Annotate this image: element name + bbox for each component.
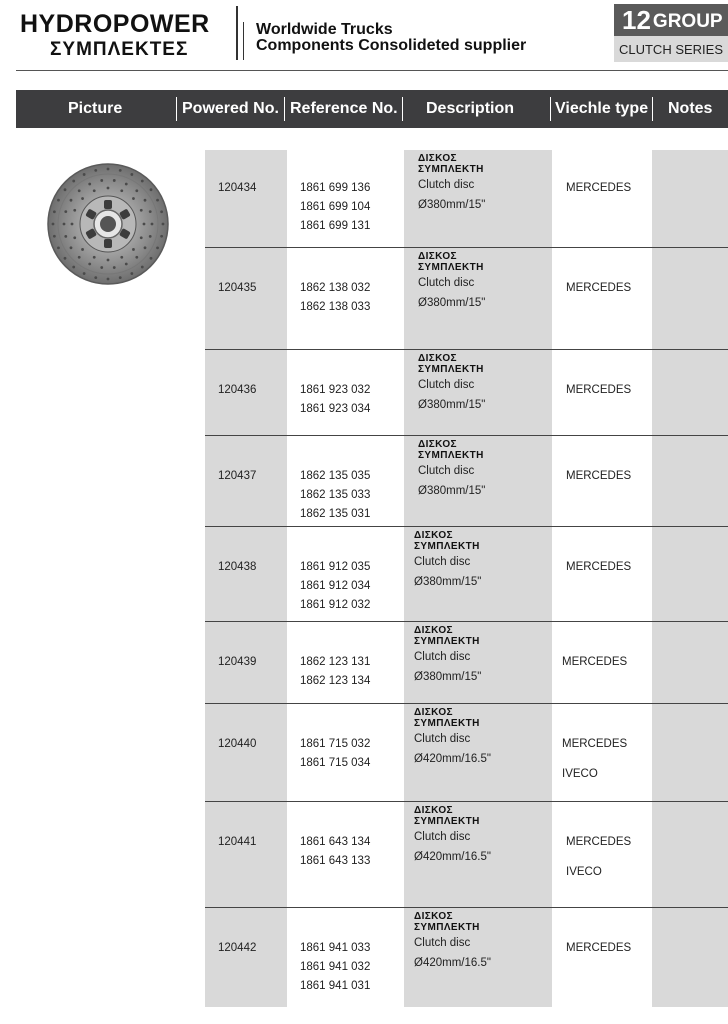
description-greek-1: ΔΙΣΚΟΣ [414, 625, 453, 636]
description-size: Ø380mm/15" [418, 297, 486, 309]
reference-number: 1861 912 032 [300, 599, 371, 611]
description-greek-2: ΣΥΜΠΛΕΚΤΗ [418, 450, 484, 461]
group-word: GROUP [652, 11, 723, 32]
description-english: Clutch disc [414, 556, 471, 568]
tagline-line2: Components Consolideted supplier [256, 37, 527, 54]
description-greek-1: ΔΙΣΚΟΣ [414, 530, 453, 541]
description-english: Clutch disc [418, 379, 475, 391]
reference-number: 1862 138 033 [300, 301, 371, 313]
vehicle-type: MERCEDES [562, 738, 628, 750]
vehicle-type: MERCEDES [566, 561, 632, 573]
powered-number: 120442 [218, 942, 257, 954]
reference-number: 1862 138 032 [300, 282, 371, 294]
powered-number: 120436 [218, 384, 257, 396]
description-greek-2: ΣΥΜΠΛΕΚΤΗ [418, 364, 484, 375]
reference-number: 1861 923 034 [300, 403, 371, 415]
powered-number: 120434 [218, 182, 257, 194]
reference-number: 1862 123 131 [300, 656, 371, 668]
brand-logo [20, 12, 210, 59]
row-divider [205, 435, 728, 436]
reference-number: 1861 941 033 [300, 942, 371, 954]
powered-number: 120441 [218, 836, 257, 848]
description-size: Ø380mm/15" [414, 671, 482, 683]
description-greek-1: ΔΙΣΚΟΣ [418, 439, 457, 450]
col-description-header: Description [426, 100, 515, 117]
reference-number: 1861 941 031 [300, 980, 371, 992]
description-greek-1: ΔΙΣΚΟΣ [418, 251, 457, 262]
table-header [16, 90, 728, 128]
description-english: Clutch disc [418, 277, 475, 289]
vehicle-type: MERCEDES [566, 282, 632, 294]
row-divider [205, 801, 728, 802]
description-english: Clutch disc [414, 937, 471, 949]
vehicle-type: IVECO [566, 866, 602, 878]
col-picture-header: Picture [68, 100, 123, 117]
notes-column-bg [652, 150, 728, 1007]
reference-number: 1861 941 032 [300, 961, 371, 973]
brand-subtitle: ΣΥΜΠΛΕΚΤΕΣ [50, 39, 189, 60]
description-size: Ø420mm/16.5" [414, 753, 491, 765]
description-greek-1: ΔΙΣΚΟΣ [414, 911, 453, 922]
reference-number: 1861 643 133 [300, 855, 371, 867]
description-size: Ø380mm/15" [414, 576, 482, 588]
description-size: Ø380mm/15" [418, 485, 486, 497]
description-greek-1: ΔΙΣΚΟΣ [414, 707, 453, 718]
vehicle-type: MERCEDES [566, 942, 632, 954]
description-greek-2: ΣΥΜΠΛΕΚΤΗ [418, 262, 484, 273]
clutch-disc-image [46, 162, 170, 286]
description-greek-2: ΣΥΜΠΛΕΚΤΗ [414, 816, 480, 827]
description-size: Ø420mm/16.5" [414, 851, 491, 863]
row-divider [205, 247, 728, 248]
group-number: 12 [622, 4, 651, 35]
header-rule [16, 70, 728, 71]
description-size: Ø420mm/16.5" [414, 957, 491, 969]
vehicle-type: IVECO [562, 768, 598, 780]
header-divider-thin [243, 22, 244, 60]
reference-number: 1861 699 104 [300, 201, 371, 213]
description-greek-1: ΔΙΣΚΟΣ [414, 805, 453, 816]
description-greek-1: ΔΙΣΚΟΣ [418, 153, 457, 164]
group-badge [614, 4, 728, 64]
description-greek-2: ΣΥΜΠΛΕΚΤΗ [414, 922, 480, 933]
reference-number: 1861 643 134 [300, 836, 371, 848]
description-english: Clutch disc [414, 651, 471, 663]
powered-number: 120437 [218, 470, 257, 482]
reference-number: 1861 923 032 [300, 384, 371, 396]
description-english: Clutch disc [414, 733, 471, 745]
description-size: Ø380mm/15" [418, 199, 486, 211]
row-divider [205, 526, 728, 527]
powered-number: 120439 [218, 656, 257, 668]
description-english: Clutch disc [418, 179, 475, 191]
vehicle-type: MERCEDES [566, 384, 632, 396]
description-english: Clutch disc [418, 465, 475, 477]
col-reference-header: Reference No. [290, 100, 398, 117]
col-notes-header: Notes [668, 100, 713, 117]
description-greek-2: ΣΥΜΠΛΕΚΤΗ [414, 541, 480, 552]
description-english: Clutch disc [414, 831, 471, 843]
header-divider [236, 6, 238, 60]
reference-number: 1861 912 035 [300, 561, 371, 573]
reference-number: 1862 135 035 [300, 470, 371, 482]
col-powered-header: Powered No. [182, 100, 279, 117]
brand-name: HYDROPOWER [20, 10, 210, 38]
powered-number: 120440 [218, 738, 257, 750]
reference-number: 1862 123 134 [300, 675, 371, 687]
tagline-line1: Worldwide Trucks [256, 21, 393, 38]
reference-number: 1862 135 031 [300, 508, 371, 520]
row-divider [205, 349, 728, 350]
description-greek-1: ΔΙΣΚΟΣ [418, 353, 457, 364]
reference-number: 1861 912 034 [300, 580, 371, 592]
vehicle-type: MERCEDES [566, 182, 632, 194]
description-greek-2: ΣΥΜΠΛΕΚΤΗ [418, 164, 484, 175]
reference-number: 1861 699 136 [300, 182, 371, 194]
row-divider [205, 907, 728, 908]
group-series: CLUTCH SERIES [614, 36, 728, 62]
reference-number: 1861 715 034 [300, 757, 371, 769]
description-greek-2: ΣΥΜΠΛΕΚΤΗ [414, 718, 480, 729]
powered-number: 120438 [218, 561, 257, 573]
reference-number: 1861 699 131 [300, 220, 371, 232]
tagline [256, 22, 526, 54]
vehicle-type: MERCEDES [566, 470, 632, 482]
powered-number: 120435 [218, 282, 257, 294]
description-greek-2: ΣΥΜΠΛΕΚΤΗ [414, 636, 480, 647]
reference-number: 1862 135 033 [300, 489, 371, 501]
reference-number: 1861 715 032 [300, 738, 371, 750]
description-size: Ø380mm/15" [418, 399, 486, 411]
row-divider [205, 621, 728, 622]
vehicle-type: MERCEDES [562, 656, 628, 668]
row-divider [205, 703, 728, 704]
vehicle-type: MERCEDES [566, 836, 632, 848]
col-vehicle-header: Viechle type [555, 100, 649, 117]
